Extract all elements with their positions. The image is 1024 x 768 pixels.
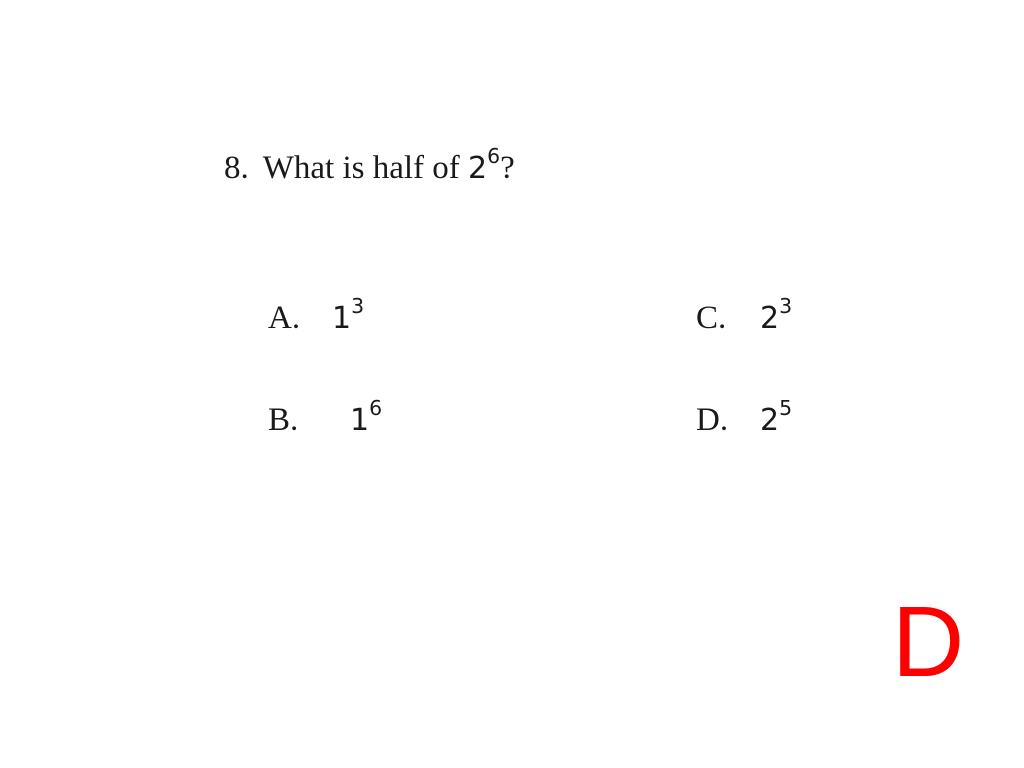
option-exponent: 6 <box>369 395 383 420</box>
option-letter: B. <box>268 402 299 438</box>
option-letter: C. <box>696 300 727 336</box>
option-base: 2 <box>760 403 780 438</box>
option-a <box>268 293 365 337</box>
question-exponent: 6 <box>487 143 501 168</box>
option-c <box>696 293 793 337</box>
question-text: What is half of <box>262 150 469 186</box>
option-d <box>696 395 793 439</box>
question <box>224 143 515 187</box>
option-base: 2 <box>760 301 780 336</box>
option-b <box>268 395 383 439</box>
option-base: 1 <box>332 301 352 336</box>
question-end: ? <box>500 150 515 186</box>
option-exponent: 5 <box>779 395 793 420</box>
answer-label: D <box>892 586 965 698</box>
question-number: 8. <box>224 150 249 186</box>
option-exponent: 3 <box>351 293 365 318</box>
option-letter: D. <box>696 402 729 438</box>
option-base: 1 <box>350 403 370 438</box>
option-letter: A. <box>268 300 301 336</box>
option-exponent: 3 <box>779 293 793 318</box>
question-base: 2 <box>468 151 488 186</box>
